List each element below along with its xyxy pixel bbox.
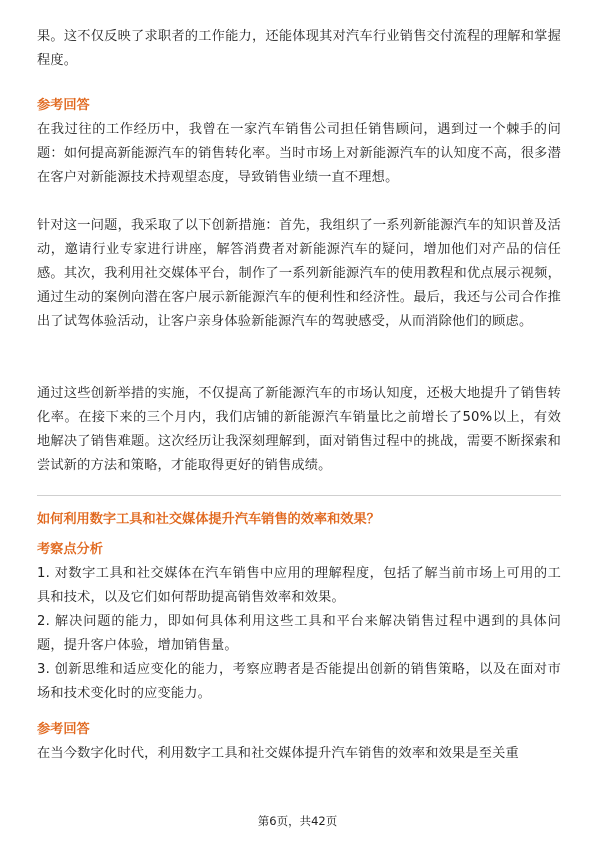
answer-paragraph: 针对这一问题，我采取了以下创新措施：首先，我组织了一系列新能源汽车的知识普及活动，邀请行业专家进行讲座，解答消费者对新能源汽车的疑问，增加他们对产品的信任感。其次，我利用社交媒体平台，制作了一系列新能源汽车的使用教程和优点展示视频，通过生动的案例向潜在客户展示新能源汽车的便利性和经济性。最后，我还与公司合作推出了试驾体验活动，让客户亲身体验新能源汽车的驾驶感受，从而消除他们的顾虑。 [37, 218, 561, 329]
answer-paragraph: 通过这些创新举措的实施，不仅提高了新能源汽车的市场认知度，还极大地提升了销售转化率。在接下来的三个月内，我们店铺的新能源汽车销量比之前增长了50%以上，有效地解决了销售难题。这次经历让我深刻理解到，面对销售过程中的挑战，需要不断探索和尝试新的方法和策略，才能取得更好的销售成绩。 [37, 386, 561, 473]
page-number: 第6页，共42页 [257, 814, 338, 828]
answer-heading: 参考回答 [37, 98, 90, 113]
continued-paragraph: 果。这不仅反映了求职者的工作能力，还能体现其对汽车行业销售交付流程的理解和掌握程度。 [37, 29, 561, 68]
analysis-heading: 考察点分析 [37, 542, 103, 557]
answer-paragraph: 在当今数字化时代，利用数字工具和社交媒体提升汽车销售的效率和效果是至关重 [37, 746, 519, 761]
analysis-item: 3. 创新思维和适应变化的能力，考察应聘者是否能提出创新的销售策略，以及在面对市场和技术变化时的应变能力。 [37, 662, 561, 701]
section-divider [37, 495, 561, 496]
question-heading: 如何利用数字工具和社交媒体提升汽车销售的效率和效果？ [37, 512, 380, 527]
answer-heading: 参考回答 [37, 722, 90, 737]
answer-paragraph: 在我过往的工作经历中，我曾在一家汽车销售公司担任销售顾问，遇到过一个棘手的问题：如何提高新能源汽车的销售转化率。当时市场上对新能源汽车的认知度不高，很多潜在客户对新能源技术持观望态度，导致销售业绩一直不理想。 [37, 122, 561, 185]
analysis-item: 2. 解决问题的能力，即如何具体利用这些工具和平台来解决销售过程中遇到的具体问题，提升客户体验，增加销售量。 [37, 614, 561, 653]
document-page [37, 0, 561, 842]
analysis-item: 1. 对数字工具和社交媒体在汽车销售中应用的理解程度，包括了解当前市场上可用的工具和技术，以及它们如何帮助提高销售效率和效果。 [37, 566, 561, 605]
